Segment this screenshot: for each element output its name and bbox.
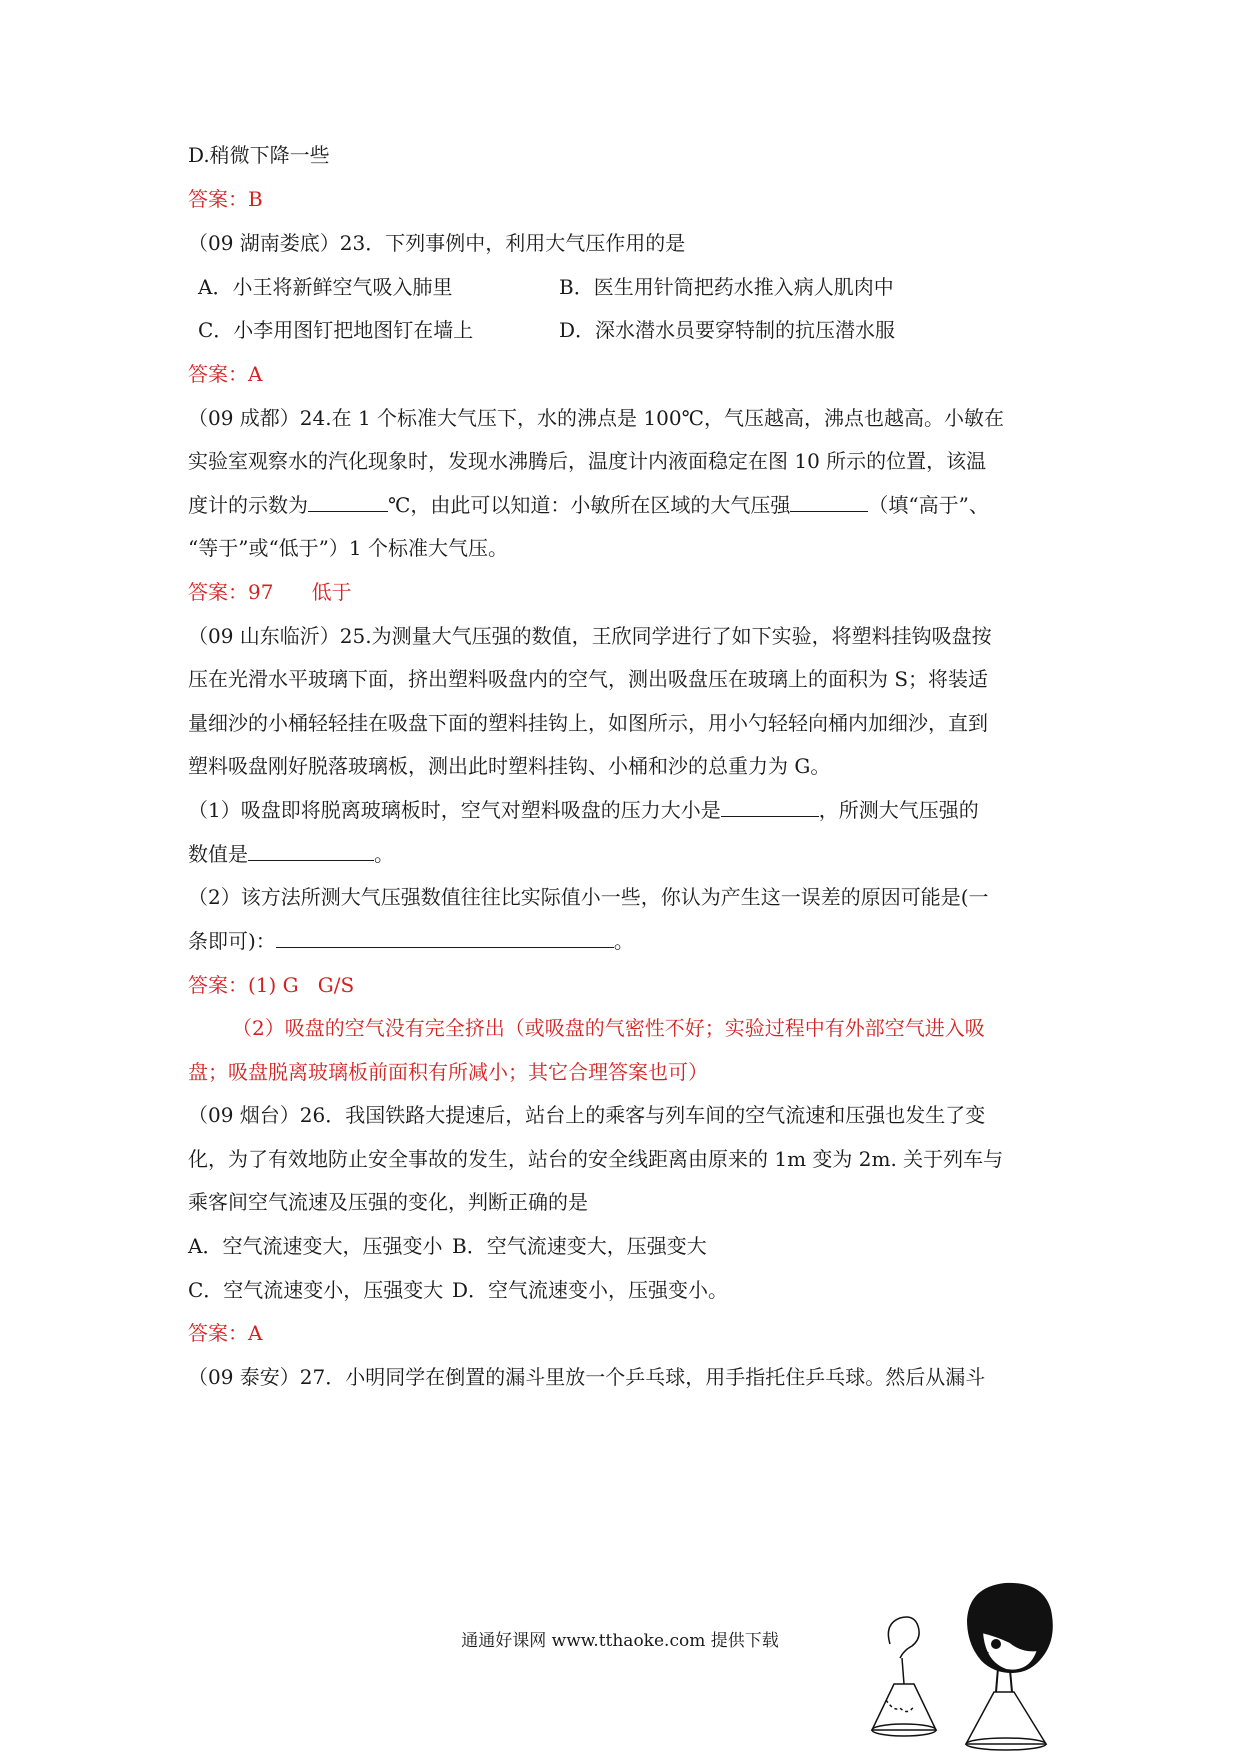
option-a-q23: A．小王将新鲜空气吸入肺里 bbox=[198, 275, 453, 299]
answer-q24: 答案：97 低于 bbox=[188, 580, 352, 604]
question-25-part1-text-a: （1）吸盘即将脱离玻璃板时，空气对塑料吸盘的压力大小是 bbox=[188, 798, 721, 822]
blank-force[interactable] bbox=[721, 796, 819, 817]
answer-q25-part1: 答案：(1) G G/S bbox=[188, 973, 355, 997]
blank-pressure-compare[interactable] bbox=[790, 491, 868, 512]
blank-temperature[interactable] bbox=[308, 491, 388, 512]
question-25-part1-cont bbox=[188, 840, 394, 868]
blank-pressure-value[interactable] bbox=[248, 840, 374, 861]
hand-with-funnel bbox=[872, 1617, 936, 1736]
question-25-part2-end: 。 bbox=[613, 929, 634, 953]
option-c-q26: C．空气流速变小，压强变大 bbox=[188, 1278, 444, 1302]
option-b-q26: B．空气流速变大，压强变大 bbox=[452, 1234, 707, 1258]
question-24-line2: 实验室观察水的汽化现象时，发现水沸腾后，温度计内液面稳定在图 10 所示的位置，该温 bbox=[188, 449, 987, 473]
question-24-line1: （09 成都）24.在 1 个标准大气压下，水的沸点是 100℃，气压越高，沸点也越高。小敏在 bbox=[188, 406, 1004, 430]
question-26-line3: 乘客间空气流速及压强的变化，判断正确的是 bbox=[188, 1190, 588, 1214]
question-26-line1: （09 烟台）26．我国铁路大提速后，站台上的乘客与列车间的空气流速和压强也发生了变 bbox=[188, 1103, 986, 1127]
answer-q25-part2-cont: 盘；吸盘脱离玻璃板前面积有所减小；其它合理答案也可） bbox=[188, 1060, 708, 1084]
option-c-q23: C．小李用图钉把地图钉在墙上 bbox=[198, 318, 474, 342]
question-25-part1-end: 。 bbox=[374, 842, 394, 866]
question-24-text-b: ℃，由此可以知道：小敏所在区域的大气压强 bbox=[388, 493, 791, 517]
question-25-line4: 塑料吸盘刚好脱落玻璃板，测出此时塑料挂钩、小桶和沙的总重力为 G。 bbox=[188, 754, 831, 778]
question-25-part2: （2）该方法所测大气压强数值往往比实际值小一些，你认为产生这一误差的原因可能是(一 bbox=[188, 885, 989, 909]
question-25-part1-cont-text: 数值是 bbox=[188, 842, 248, 866]
question-23: （09 湖南娄底）23．下列事例中，利用大气压作用的是 bbox=[188, 231, 686, 255]
option-b-q23: B．医生用针筒把药水推入病人肌肉中 bbox=[559, 275, 894, 299]
option-a-q26: A．空气流速变大，压强变小 bbox=[188, 1234, 443, 1258]
question-26-line2: 化，为了有效地防止安全事故的发生，站台的安全线距离由原来的 1m 变为 2m. 关于列车与 bbox=[188, 1147, 1004, 1171]
funnel-right bbox=[966, 1692, 1046, 1750]
option-d-q23: D．深水潜水员要穿特制的抗压潜水服 bbox=[559, 318, 896, 342]
question-25-line3: 量细沙的小桶轻轻挂在吸盘下面的塑料挂钩上，如图所示，用小勺轻轻向桶内加细沙，直到 bbox=[188, 711, 988, 735]
question-25-part2-cont bbox=[188, 927, 634, 955]
boy-head-figure bbox=[968, 1584, 1052, 1692]
question-25-part1 bbox=[188, 796, 979, 824]
funnel-illustration bbox=[870, 1580, 1060, 1754]
question-24-line4: “等于”或“低于”）1 个标准大气压。 bbox=[188, 536, 508, 560]
question-25-part2-cont-text: 条即可)： bbox=[188, 929, 276, 953]
option-d-q22: D.稍微下降一些 bbox=[188, 143, 330, 167]
answer-q22: 答案：B bbox=[188, 187, 263, 211]
option-d-q26: D．空气流速变小，压强变小。 bbox=[452, 1278, 729, 1302]
question-27-line1: （09 泰安）27．小明同学在倒置的漏斗里放一个乒乓球，用手指托住乒乓球。然后从漏斗 bbox=[188, 1365, 986, 1389]
answer-q26: 答案：A bbox=[188, 1321, 263, 1345]
question-25-line2: 压在光滑水平玻璃下面，挤出塑料吸盘内的空气，测出吸盘压在玻璃上的面积为 S；将装适 bbox=[188, 667, 989, 691]
blank-error-reason[interactable] bbox=[276, 927, 614, 948]
question-24-line3 bbox=[188, 491, 989, 519]
page-footer: 通通好课网 www.tthaoke.com 提供下载 bbox=[461, 1631, 779, 1651]
question-25-part1-text-b: ，所测大气压强的 bbox=[818, 798, 979, 822]
question-25-line1: （09 山东临沂）25.为测量大气压强的数值，王欣同学进行了如下实验，将塑料挂钩吸盘按 bbox=[188, 624, 992, 648]
question-24-text-a: 度计的示数为 bbox=[188, 493, 308, 517]
answer-q23: 答案：A bbox=[188, 362, 263, 386]
question-24-text-c: （填“高于”、 bbox=[868, 493, 989, 517]
answer-q25-part2: （2）吸盘的空气没有完全挤出（或吸盘的气密性不好；实验过程中有外部空气进入吸 bbox=[232, 1016, 985, 1040]
